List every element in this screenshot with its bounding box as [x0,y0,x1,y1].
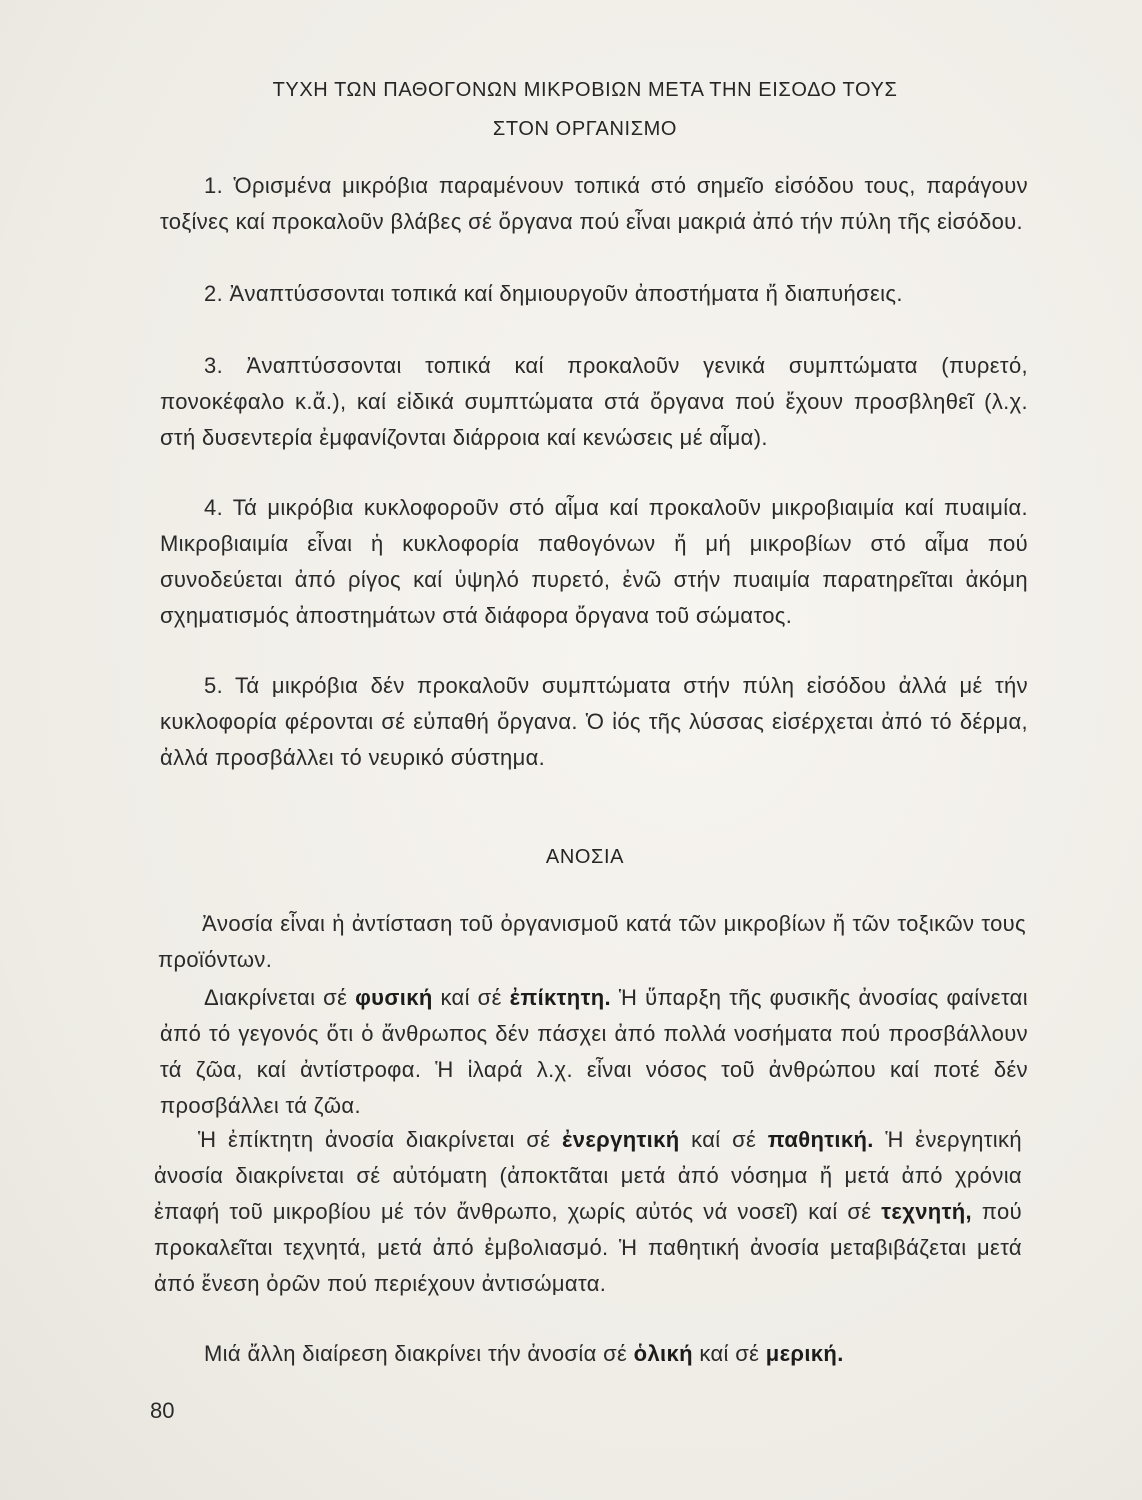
section-heading-anosia: ΑΝΟΣΙΑ [545,846,625,868]
term-total: ὁλική [633,1341,693,1366]
paragraph-2: 2. Ἀναπτύσσονται τοπικά καί δημιουργοῦν ἀποστήματα ἤ διαπυήσεις. [204,281,903,306]
text-run: καί σέ [432,985,510,1010]
paragraph-4: 4. Τά μικρόβια κυκλοφοροῦν στό αἷμα καί προκαλοῦν μικροβιαιμία καί πυαιμία. Μικροβιαιμία εἶναι ἡ κυκλοφορία παθογόνων ἤ μή μικροβίων στό αἷμα πού συνοδεύεται ἀπό ρίγος καί ὑψηλό πυρετό, ἐνῶ στήν πυαιμία παρατηρεῖται ἀκόμη σχηματισμός ἀποστημάτων στά διάφορα ὄργανα τοῦ σώματος. [160,495,1028,628]
paragraph-natural-acquired [160,980,1028,1124]
text-run: Ἡ ἐνεργητική ἀνοσία διακρίνεται σέ αὐτόματη (ἀποκτᾶται μετά ἀπό νόσημα ἤ μετά ἀπό χρόνια ἐπαφή τοῦ μικροβίου μέ τόν ἄνθρωπο, χωρίς αὐτός νά νοσεῖ) καί σέ [154,1127,1022,1224]
page-number: 80 [150,1398,175,1423]
paragraph-5: 5. Τά μικρόβια δέν προκαλοῦν συμπτώματα στήν πύλη εἰσόδου ἀλλά μέ τήν κυκλοφορία φέρονται σέ εὐπαθή ὄργανα. Ὁ ἰός τῆς λύσσας εἰσέρχεται ἀπό τό δέρμα, ἀλλά προσβάλλει τό νευρικό σύστημα. [160,673,1028,770]
text-run: Ἡ ἐπίκτητη ἀνοσία διακρίνεται σέ [198,1127,563,1152]
text-run: καί σέ [692,1341,766,1366]
text-run: Ἡ ὕπαρξη τῆς φυσικῆς ἀνοσίας φαίνεται ἀπό τό γεγονός ὅτι ὁ ἄνθρωπος δέν πάσχει ἀπό πολλά νοσήματα πού προσβάλλουν τά ζῶα, καί ἀντίστροφα. Ἡ ἱλαρά λ.χ. εἶναι νόσος τοῦ ἀνθρώπου καί ποτέ δέν προσβάλλει τά ζῶα. [160,985,1028,1118]
text-run: Διακρίνεται σέ [204,985,356,1010]
term-acquired: ἐπίκτητη. [509,985,612,1010]
chapter-title-line-2: ΣΤΟΝ ΟΡΓΑΝΙΣΜΟ [492,118,678,140]
paragraph-1: 1. Ὁρισμένα μικρόβια παραμένουν τοπικά στό σημεῖο εἰσόδου τους, παράγουν τοξίνες καί προκαλοῦν βλάβες σέ ὄργανα πού εἶναι μακριά ἀπό τήν πύλη τῆς εἰσόδου. [160,173,1028,234]
paragraph-total-partial [160,1336,1028,1372]
text-run: πού προκαλεῖται τεχνητά, μετά ἀπό ἐμβολιασμό. Ἡ παθητική ἀνοσία μεταβιβάζεται μετά ἀπό ἔνεση ὀρῶν πού περιέχουν ἀντισώματα. [154,1199,1022,1296]
paragraph-immunity-definition: Ἀνοσία εἶναι ἡ ἀντίσταση τοῦ ὀργανισμοῦ κατά τῶν μικροβίων ἤ τῶν τοξικῶν τους προϊόντων. [158,911,1026,972]
text-run: καί σέ [679,1127,768,1152]
term-partial: μερική. [765,1341,844,1366]
term-artificial: τεχνητή, [881,1199,973,1224]
term-active: ἐνεργητική [562,1127,680,1152]
chapter-title-line-1: ΤΥΧΗ ΤΩΝ ΠΑΘΟΓΟΝΩΝ ΜΙΚΡΟΒΙΩΝ ΜΕΤΑ ΤΗΝ ΕΙΣΟΔΟ ΤΟΥΣ [272,79,898,101]
term-passive: παθητική. [767,1127,874,1152]
paragraph-active-passive [154,1122,1022,1302]
term-natural: φυσική [355,985,433,1010]
text-run: Μιά ἄλλη διαίρεση διακρίνει τήν ἀνοσία σέ [204,1341,634,1366]
paragraph-3: 3. Ἀναπτύσσονται τοπικά καί προκαλοῦν γενικά συμπτώματα (πυρετό, πονοκέφαλο κ.ἄ.), καί εἰδικά συμπτώματα στά ὄργανα πού ἔχουν προσβληθεῖ (λ.χ. στή δυσεντερία ἐμφανίζονται διάρροια καί κενώσεις μέ αἷμα). [160,353,1028,450]
